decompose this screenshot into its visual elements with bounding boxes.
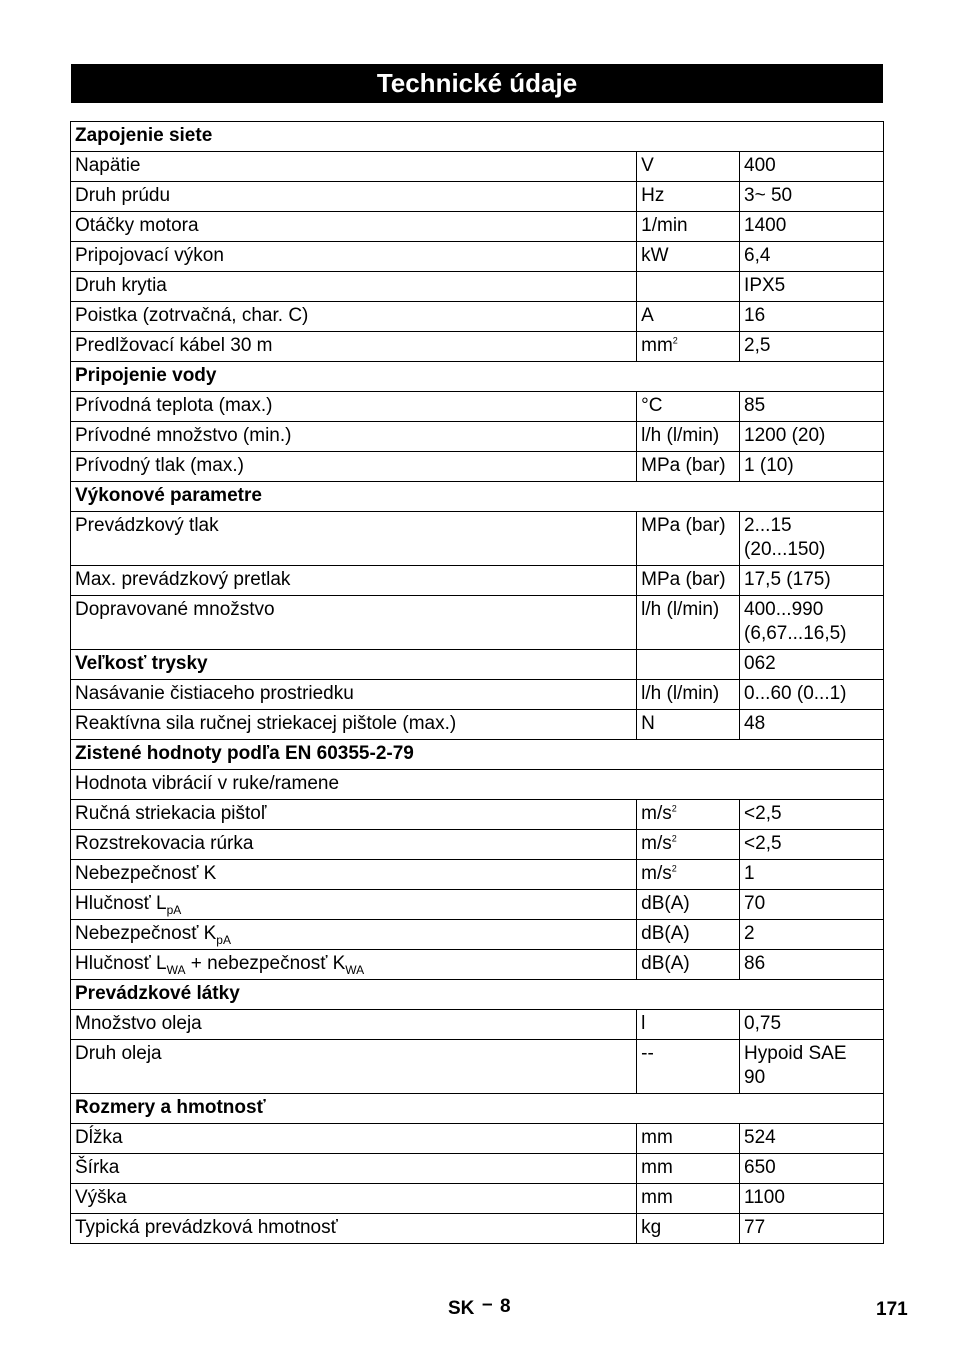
subsection-row	[71, 770, 884, 800]
row-unit: dB(A)	[637, 920, 740, 950]
row-unit: mm	[637, 1184, 740, 1214]
value-line: (20...150)	[744, 539, 826, 560]
section-heading: Výkonové parametre	[71, 482, 884, 512]
section-header-row	[71, 122, 884, 152]
value-line: Hypoid SAE	[744, 1043, 847, 1064]
value-line: (6,67...16,5)	[744, 623, 847, 644]
section-heading: Pripojenie vody	[71, 362, 884, 392]
row-label: Druh oleja	[71, 1040, 637, 1094]
label-text: Hlučnosť L	[75, 953, 167, 974]
row-value: 48	[740, 710, 884, 740]
footer-language: SK	[448, 1298, 475, 1319]
table-row	[71, 212, 884, 242]
unit-text: m/s	[641, 863, 672, 884]
row-unit: l/h (l/min)	[637, 596, 740, 650]
table-row	[71, 302, 884, 332]
row-label: Dopravované množstvo	[71, 596, 637, 650]
label-subscript: WA	[345, 962, 365, 977]
footer-dash: –	[482, 1294, 493, 1315]
page-title: Technické údaje	[71, 64, 883, 103]
row-value: 1100	[740, 1184, 884, 1214]
section-header-row	[71, 1094, 884, 1124]
row-label: Nebezpečnosť K	[71, 860, 637, 890]
unit-superscript: 2	[671, 803, 677, 814]
row-label: Napätie	[71, 152, 637, 182]
row-label: Predlžovací kábel 30 m	[71, 332, 637, 362]
table-row	[71, 1010, 884, 1040]
row-value	[740, 512, 884, 566]
table-row	[71, 920, 884, 950]
row-label: Prívodné množstvo (min.)	[71, 422, 637, 452]
section-header-row	[71, 980, 884, 1010]
row-value: 650	[740, 1154, 884, 1184]
row-value: 1	[740, 860, 884, 890]
value-line: 90	[744, 1067, 766, 1088]
table-row	[71, 1124, 884, 1154]
label-text-continued: + nebezpečnosť K	[185, 953, 346, 974]
row-value: 2,5	[740, 332, 884, 362]
label-text: Nebezpečnosť K	[75, 923, 217, 944]
table-row	[71, 1154, 884, 1184]
row-label: Typická prevádzková hmotnosť	[71, 1214, 637, 1244]
row-value: 2	[740, 920, 884, 950]
row-label: Max. prevádzkový pretlak	[71, 566, 637, 596]
table-row	[71, 392, 884, 422]
row-label: Nasávanie čistiaceho prostriedku	[71, 680, 637, 710]
row-label: Dĺžka	[71, 1124, 637, 1154]
unit-superscript: 2	[671, 863, 677, 874]
table-row	[71, 152, 884, 182]
row-label: Množstvo oleja	[71, 1010, 637, 1040]
row-unit: MPa (bar)	[637, 452, 740, 482]
unit-superscript: 2	[671, 833, 677, 844]
row-unit: 1/min	[637, 212, 740, 242]
row-value: 0,75	[740, 1010, 884, 1040]
row-label: Poistka (zotrvačná, char. C)	[71, 302, 637, 332]
footer-section-page: 8	[500, 1296, 511, 1317]
unit-superscript: 2	[672, 335, 678, 346]
value-line: 2...15	[744, 515, 792, 536]
row-label: Pripojovací výkon	[71, 242, 637, 272]
table-row	[71, 1184, 884, 1214]
row-unit: kW	[637, 242, 740, 272]
unit-text: m/s	[641, 833, 672, 854]
technical-data-table	[70, 121, 884, 1244]
table-row	[71, 272, 884, 302]
section-heading: Zapojenie siete	[71, 122, 884, 152]
table-row	[71, 422, 884, 452]
table-row	[71, 242, 884, 272]
table-row	[71, 1214, 884, 1244]
section-heading: Zistené hodnoty podľa EN 60355-2-79	[71, 740, 884, 770]
row-value: 86	[740, 950, 884, 980]
table-row	[71, 650, 884, 680]
row-value: <2,5	[740, 830, 884, 860]
section-header-row	[71, 482, 884, 512]
table-row	[71, 596, 884, 650]
unit-text: m/s	[641, 803, 672, 824]
table-row	[71, 182, 884, 212]
row-unit	[637, 800, 740, 830]
row-unit: MPa (bar)	[637, 512, 740, 566]
row-unit: N	[637, 710, 740, 740]
table-row	[71, 860, 884, 890]
section-header-row	[71, 362, 884, 392]
row-label: Ručná striekacia pištoľ	[71, 800, 637, 830]
row-value: 524	[740, 1124, 884, 1154]
row-unit	[637, 650, 740, 680]
row-unit	[637, 272, 740, 302]
section-header-row	[71, 740, 884, 770]
table-row	[71, 710, 884, 740]
row-value: 062	[740, 650, 884, 680]
row-unit	[637, 830, 740, 860]
value-line: 400...990	[744, 599, 824, 620]
row-value: IPX5	[740, 272, 884, 302]
row-label: Prívodný tlak (max.)	[71, 452, 637, 482]
row-value: 400	[740, 152, 884, 182]
row-unit: l/h (l/min)	[637, 422, 740, 452]
table-row	[71, 950, 884, 980]
page-number: 171	[876, 1299, 908, 1320]
row-label: Otáčky motora	[71, 212, 637, 242]
row-label: Prívodná teplota (max.)	[71, 392, 637, 422]
subsection-heading: Hodnota vibrácií v ruke/ramene	[71, 770, 884, 800]
row-label	[71, 920, 637, 950]
row-unit: --	[637, 1040, 740, 1094]
section-heading: Rozmery a hmotnosť	[71, 1094, 884, 1124]
row-value	[740, 596, 884, 650]
row-value: 70	[740, 890, 884, 920]
row-value: 0...60 (0...1)	[740, 680, 884, 710]
row-unit: mm	[637, 1124, 740, 1154]
row-label: Reaktívna sila ručnej striekacej pištole (max.)	[71, 710, 637, 740]
row-value: 1 (10)	[740, 452, 884, 482]
row-unit	[637, 332, 740, 362]
row-value: 17,5 (175)	[740, 566, 884, 596]
row-value: 85	[740, 392, 884, 422]
row-unit	[637, 860, 740, 890]
row-value: 1200 (20)	[740, 422, 884, 452]
row-unit: Hz	[637, 182, 740, 212]
row-value: 16	[740, 302, 884, 332]
row-label: Druh krytia	[71, 272, 637, 302]
row-value: 77	[740, 1214, 884, 1244]
row-label: Prevádzkový tlak	[71, 512, 637, 566]
row-value	[740, 1040, 884, 1094]
section-heading: Prevádzkové látky	[71, 980, 884, 1010]
label-subscript: pA	[166, 902, 182, 917]
row-label: Veľkosť trysky	[71, 650, 637, 680]
row-unit: l/h (l/min)	[637, 680, 740, 710]
row-unit: A	[637, 302, 740, 332]
row-unit: kg	[637, 1214, 740, 1244]
unit-text: mm	[641, 335, 673, 356]
table-row	[71, 512, 884, 566]
table-row	[71, 800, 884, 830]
row-value: 6,4	[740, 242, 884, 272]
row-label: Rozstrekovacia rúrka	[71, 830, 637, 860]
row-unit: V	[637, 152, 740, 182]
table-row	[71, 452, 884, 482]
label-subscript: WA	[166, 962, 186, 977]
row-label: Výška	[71, 1184, 637, 1214]
row-unit: l	[637, 1010, 740, 1040]
row-label: Šírka	[71, 1154, 637, 1184]
table-row	[71, 332, 884, 362]
table-row	[71, 566, 884, 596]
table-row	[71, 680, 884, 710]
row-value: 3~ 50	[740, 182, 884, 212]
row-label	[71, 890, 637, 920]
table-row	[71, 890, 884, 920]
row-unit: dB(A)	[637, 950, 740, 980]
row-label	[71, 950, 637, 980]
table-row	[71, 830, 884, 860]
row-label: Druh prúdu	[71, 182, 637, 212]
label-text: Hlučnosť L	[75, 893, 167, 914]
row-value: <2,5	[740, 800, 884, 830]
label-subscript: pA	[216, 932, 231, 947]
row-unit: MPa (bar)	[637, 566, 740, 596]
row-unit: mm	[637, 1154, 740, 1184]
table-row	[71, 1040, 884, 1094]
row-value: 1400	[740, 212, 884, 242]
row-unit: °C	[637, 392, 740, 422]
row-unit: dB(A)	[637, 890, 740, 920]
